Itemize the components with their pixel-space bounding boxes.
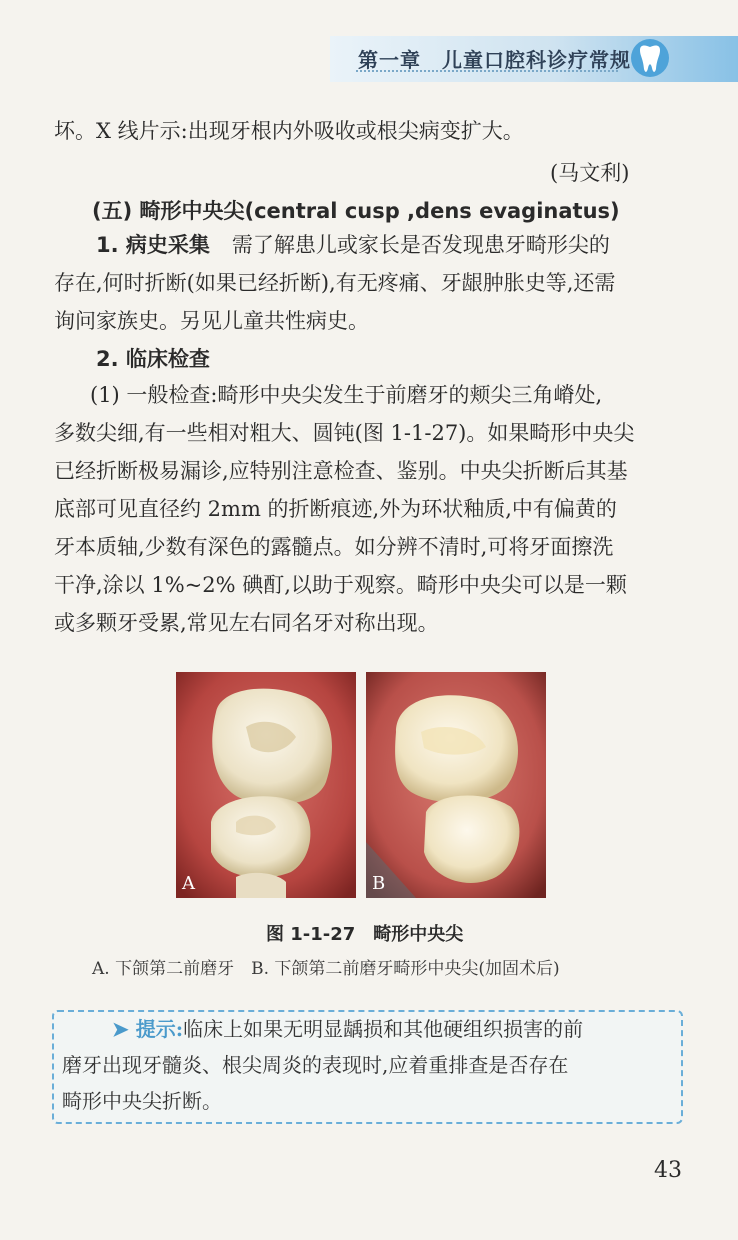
figure-caption-subtitle: A. 下颌第二前磨牙 B. 下颌第二前磨牙畸形中央尖(加固术后) bbox=[92, 959, 560, 979]
text-line: 询问家族史。另见儿童共性病史。 bbox=[54, 309, 369, 333]
text-line: (1) 一般检查:畸形中央尖发生于前磨牙的颊尖三角嵴处, bbox=[90, 383, 603, 407]
photo-label-b: B bbox=[372, 873, 386, 894]
tip-line-1 bbox=[112, 1013, 583, 1045]
tip-line-3: 畸形中央尖折断。 bbox=[62, 1089, 222, 1113]
text-line: 牙本质轴,少数有深色的露髓点。如分辨不清时,可将牙面擦洗 bbox=[54, 535, 614, 559]
chapter-title: 第一章 儿童口腔科诊疗常规 bbox=[358, 48, 631, 72]
dental-photo-b bbox=[366, 672, 546, 898]
tip-text-1: 临床上如果无明显龋损和其他硬组织损害的前 bbox=[183, 1017, 584, 1041]
item-2-label: 2. 临床检查 bbox=[96, 347, 210, 371]
item-1-text: 需了解患儿或家长是否发现患牙畸形尖的 bbox=[231, 233, 610, 257]
text-line: 存在,何时折断(如果已经折断),有无疼痛、牙龈肿胀史等,还需 bbox=[54, 271, 616, 295]
page-number: 43 bbox=[654, 1158, 682, 1183]
photo-label-a: A bbox=[182, 873, 195, 894]
section-heading: (五) 畸形中央尖(central cusp ,dens evaginatus) bbox=[92, 199, 620, 223]
item-1-line bbox=[96, 230, 610, 260]
text-line: 干净,涂以 1%~2% 碘酊,以助于观察。畸形中央尖可以是一颗 bbox=[54, 573, 627, 597]
chapter-title-underline bbox=[356, 70, 618, 72]
text-line: 底部可见直径约 2mm 的折断痕迹,外为环状釉质,中有偏黄的 bbox=[54, 497, 617, 521]
tip-line-2: 磨牙出现牙髓炎、根尖周炎的表现时,应着重排查是否存在 bbox=[62, 1053, 569, 1077]
text-line: 或多颗牙受累,常见左右同名牙对称出现。 bbox=[54, 611, 439, 635]
figure-caption-title: 图 1-1-27 畸形中央尖 bbox=[266, 924, 464, 945]
tip-label: ➤ 提示: bbox=[112, 1017, 184, 1041]
text-line: 已经折断极易漏诊,应特别注意检查、鉴别。中央尖折断后其基 bbox=[54, 459, 628, 483]
author-credit: (马文利) bbox=[550, 161, 630, 185]
item-1-label: 1. 病史采集 bbox=[96, 233, 210, 257]
dental-photo-a bbox=[176, 672, 356, 898]
text-line: 坏。X 线片示:出现牙根内外吸收或根尖病变扩大。 bbox=[54, 119, 524, 143]
tooth-icon bbox=[628, 38, 672, 78]
text-line: 多数尖细,有一些相对粗大、圆钝(图 1-1-27)。如果畸形中央尖 bbox=[54, 421, 635, 445]
